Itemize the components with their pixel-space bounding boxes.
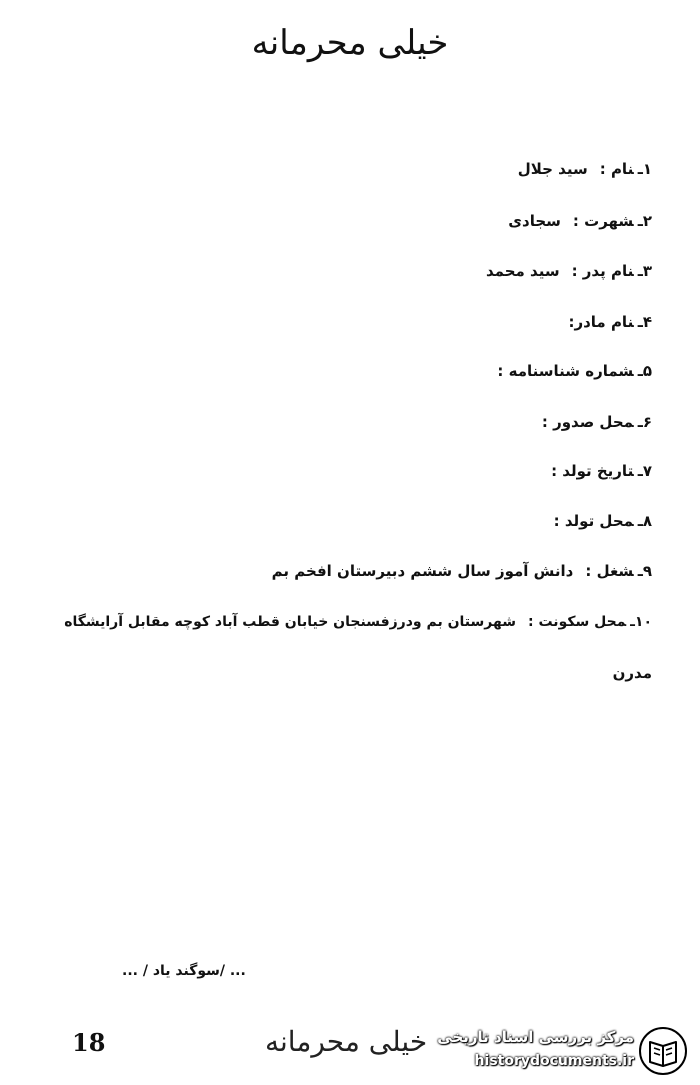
field-number: ۶ـ	[637, 413, 652, 431]
field-number: ۷ـ	[637, 462, 652, 480]
field-issue-place	[530, 410, 652, 434]
field-value: سید محمد	[485, 262, 560, 280]
field-label: شغل :	[585, 562, 634, 580]
field-label: محل صدور :	[541, 413, 634, 431]
field-residence	[64, 610, 652, 634]
field-mother-name	[556, 310, 652, 334]
field-value: سجادی	[508, 212, 561, 230]
field-surname	[508, 209, 652, 233]
field-name	[518, 157, 652, 181]
field-number: ۵ـ	[637, 362, 652, 380]
field-label: نام :	[599, 160, 634, 178]
field-value: شهرستان بم ودرزفسنجان خیابان قطب آباد کوچه مقابل آرایشگاه	[64, 614, 517, 630]
field-label: محل تولد :	[553, 512, 634, 530]
field-value: دانش آموز سال ششم دبیرستان افخم بم	[271, 562, 574, 580]
oath-line: ... /سوگند یاد / ...	[122, 963, 246, 979]
address-continuation: مدرن	[612, 664, 652, 682]
page-number: 18	[72, 1028, 106, 1057]
field-number: ۱۰ـ	[630, 614, 652, 630]
watermark-title: مرکز بررسی اسناد تاریخی	[437, 1028, 634, 1046]
footer-classification: خیلی محرمانه	[265, 1025, 428, 1058]
field-value: سید جلال	[517, 160, 588, 178]
field-number: ۹ـ	[637, 562, 652, 580]
field-number: ۸ـ	[637, 512, 652, 530]
watermark-url: historydocuments.ir	[474, 1053, 634, 1069]
field-label: تاریخ تولد :	[551, 462, 634, 480]
field-label: نام مادر:	[568, 313, 634, 331]
field-number: ۲ـ	[637, 212, 652, 230]
field-label: شماره شناسنامه :	[497, 362, 634, 380]
field-label: نام پدر :	[571, 262, 634, 280]
header-classification: خیلی محرمانه	[251, 23, 449, 63]
field-father-name	[486, 259, 652, 283]
book-logo-icon	[638, 1026, 688, 1076]
field-birth-date	[539, 459, 652, 483]
archive-watermark	[435, 1024, 690, 1078]
field-id-number	[485, 359, 652, 383]
field-birth-place	[542, 509, 652, 533]
field-number: ۳ـ	[637, 262, 652, 280]
field-label: شهرت :	[572, 212, 634, 230]
field-occupation	[272, 559, 652, 583]
field-number: ۱ـ	[637, 160, 652, 178]
field-number: ۴ـ	[637, 313, 652, 331]
field-label: محل سکونت :	[528, 614, 627, 630]
